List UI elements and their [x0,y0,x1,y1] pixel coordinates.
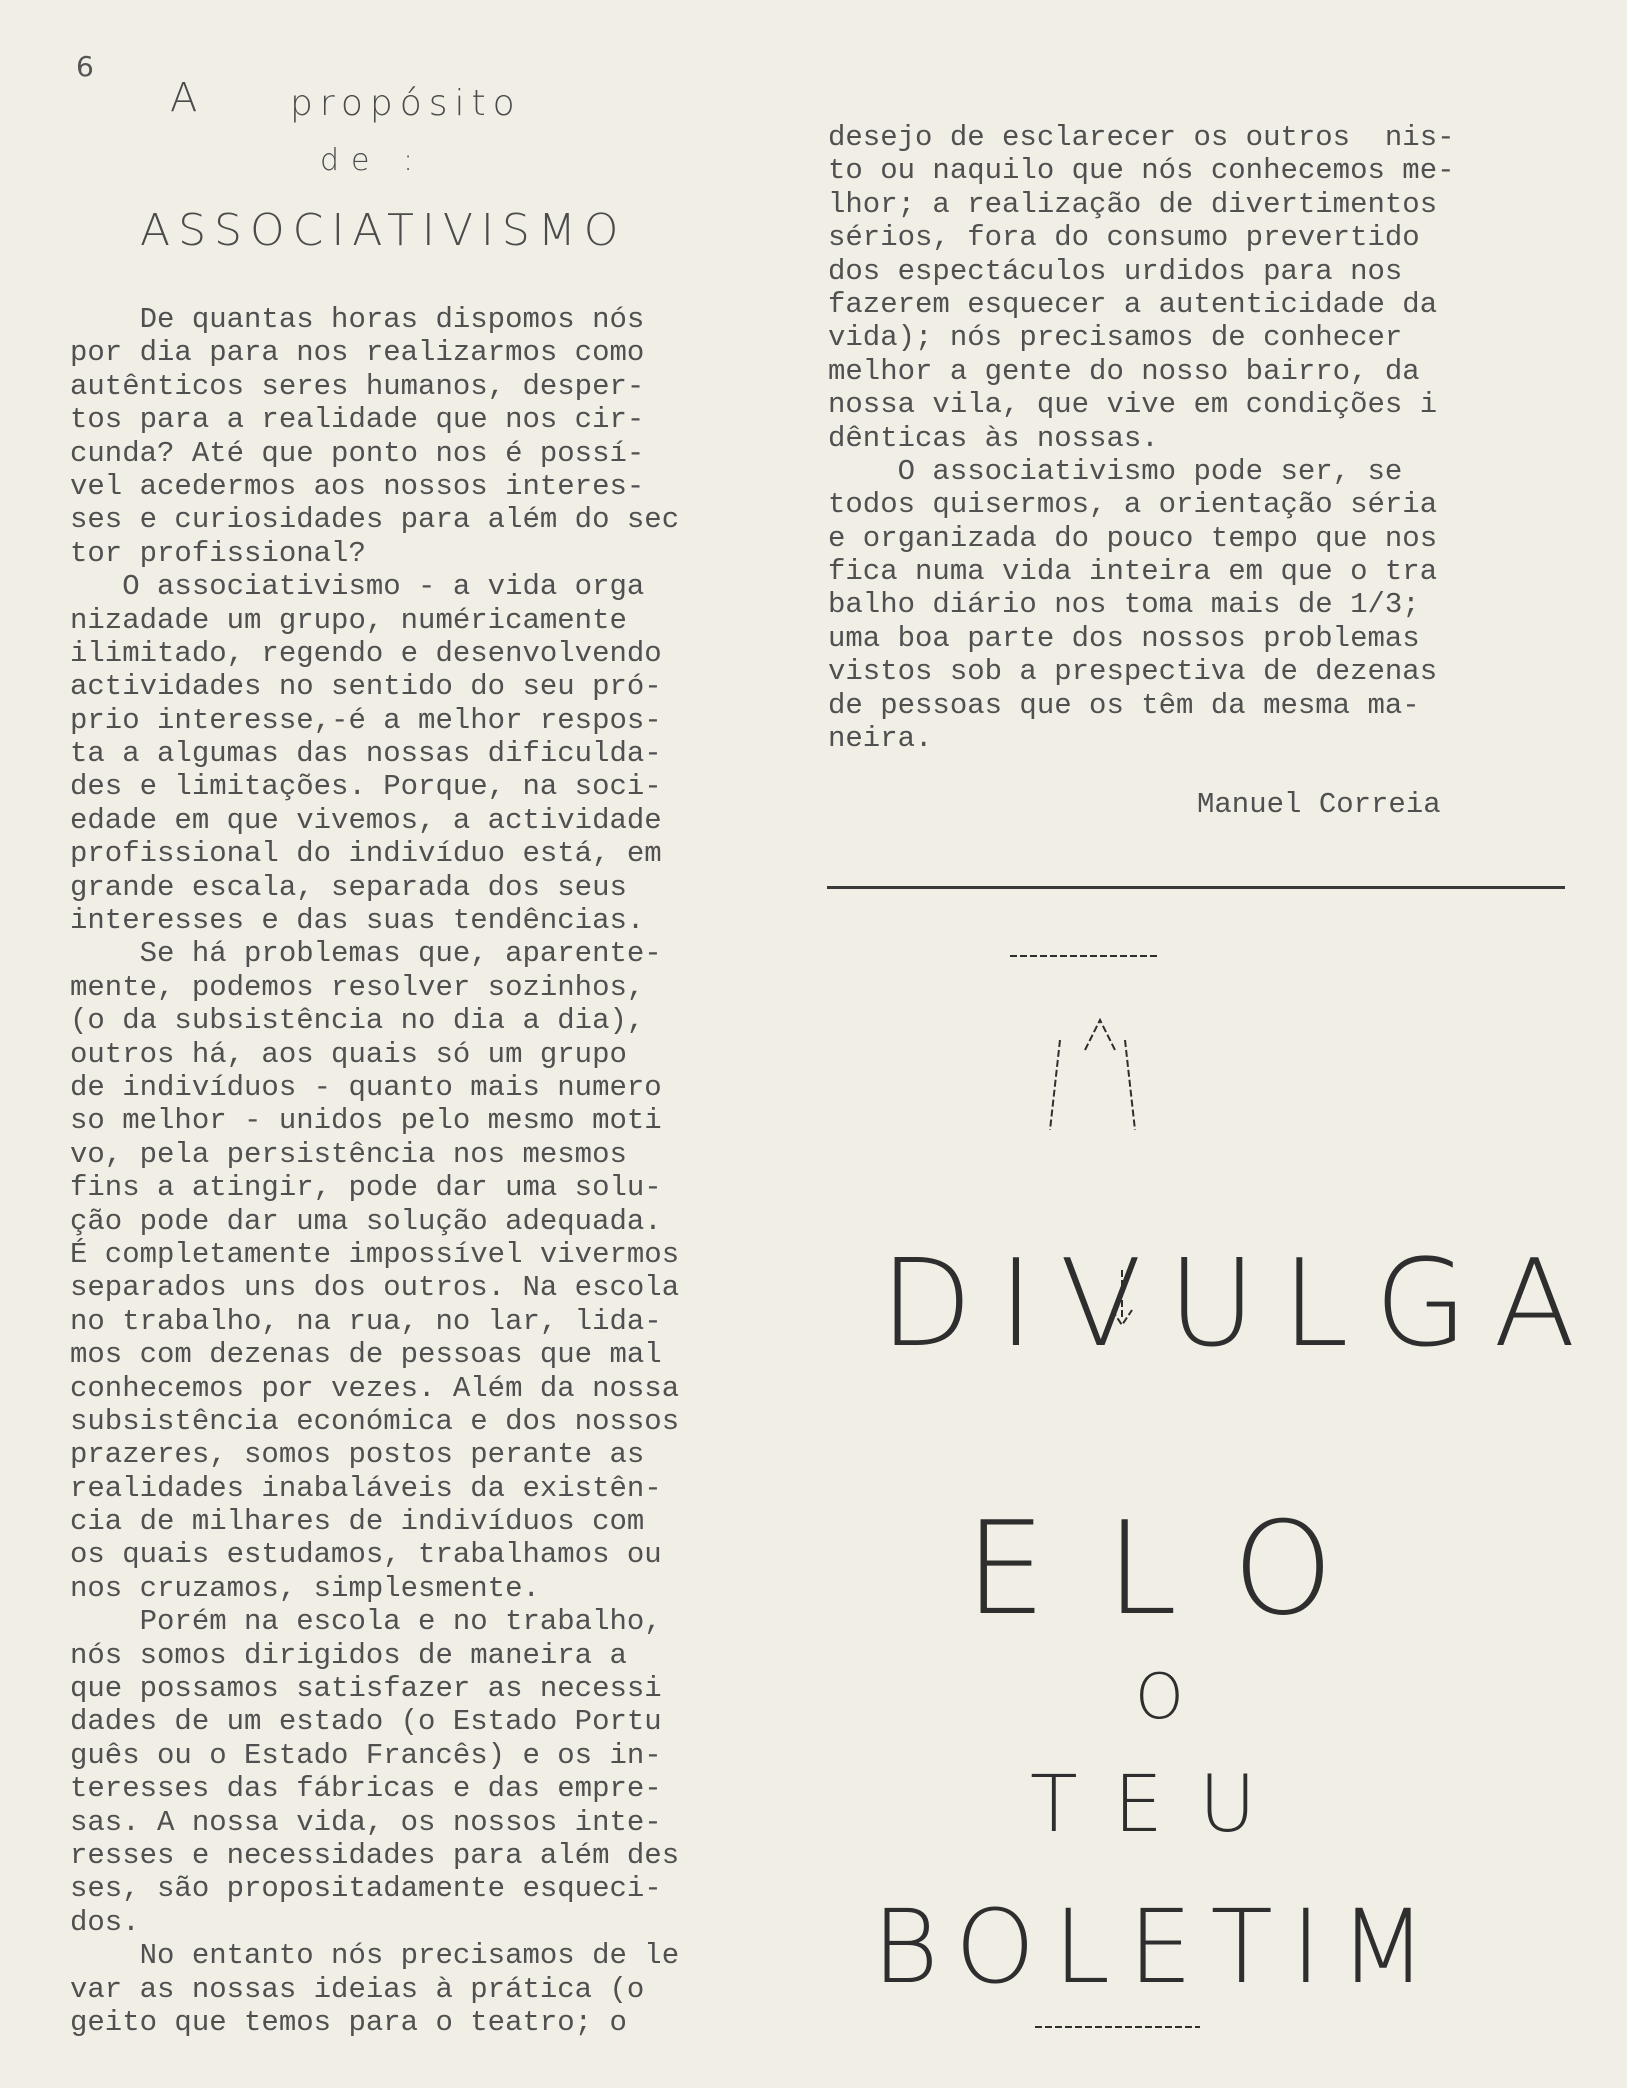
left-column-line: guês ou o Estado Francês) e os in- [70,1738,662,1772]
left-column-line: prio interesse,-é a melhor respos- [70,703,662,737]
handwritten-o: O [1135,1660,1210,1733]
left-column-line: tor profissional? [70,536,366,570]
right-column-line: balho diário nos toma mais de 1/3; [828,588,1420,622]
handwritten-divulga: DIVULGA [880,1235,1602,1374]
left-column-line: so melhor - unidos pelo mesmo moti [70,1104,662,1138]
left-column-line: grande escala, separada dos seus [70,870,627,904]
right-column-line: todos quisermos, a orientação séria [828,488,1438,522]
left-column-line: conhecemos por vezes. Além da nossa [70,1371,680,1405]
page-number: 6 [76,50,94,83]
right-column-line: melhor a gente do nosso bairro, da [828,354,1420,388]
left-column-line: ses, são propositadamente esqueci- [70,1872,662,1906]
left-column-line: geito que temos para o teatro; o [70,2005,627,2039]
left-column-text [70,303,679,2039]
right-column-text [828,121,1455,755]
right-column-line: neira. [828,722,933,756]
left-column-line: dos. [70,1905,140,1939]
accent-mark [1085,1020,1115,1050]
left-column-line: de indivíduos - quanto mais numero [70,1070,662,1104]
left-column-line: ta a algumas das nossas dificulda- [70,737,662,771]
left-column-line: fins a atingir, pode dar uma solu- [70,1171,662,1205]
left-column-line: edade em que vivemos, a actividade [70,803,662,837]
right-column-line: dos espectáculos urdidos para nos [828,254,1403,288]
section-divider [827,886,1565,889]
left-column-line: resses e necessidades para além des [70,1838,680,1872]
handwritten-boletim: BOLETIM [872,1888,1445,2007]
handwritten-teu: TEU [1030,1760,1293,1850]
left-column-line: ção pode dar uma solução adequada. [70,1204,662,1238]
right-column-line: vistos sob a prespectiva de dezenas [828,655,1438,689]
right-column-line: e organizada do pouco tempo que nos [828,521,1438,555]
left-column-line: sas. A nossa vida, os nossos inte- [70,1805,662,1839]
title-word-proposito: propósito [290,83,522,124]
left-column-line: nizadade um grupo, numéricamente [70,603,627,637]
left-column-line: teresses das fábricas e das empre- [70,1772,662,1806]
left-column-line: nós somos dirigidos de maneira a [70,1638,627,1672]
left-column-line: tos para a realidade que nos cir- [70,403,645,437]
left-column-line: os quais estudamos, trabalhamos ou [70,1538,662,1572]
title-word-a: A [170,75,198,121]
right-column-line: nossa vila, que vive em condições i [828,388,1438,422]
left-column-line: prazeres, somos postos perante as [70,1438,645,1472]
title-word-associativismo: ASSOCIATIVISMO [140,205,627,256]
left-column-line: cia de milhares de indivíduos com [70,1505,645,1539]
accent-stroke-left [1050,1040,1060,1130]
left-column-line: separados uns dos outros. Na escola [70,1271,680,1305]
left-column-line: O associativismo - a vida orga [70,570,645,604]
right-column-line: desejo de esclarecer os outros nis- [828,121,1455,154]
left-column-line: De quantas horas dispomos nós [70,303,645,336]
left-column-line: outros há, aos quais só um grupo [70,1037,627,1071]
accent-stroke-right [1125,1040,1135,1130]
author-signature: Manuel Correia [1197,788,1441,821]
handwritten-marks [860,900,1560,2060]
left-column-line: por dia para nos realizarmos como [70,336,645,370]
left-column-line: Se há problemas que, aparente- [70,937,662,971]
left-column-line: Porém na escola e no trabalho, [70,1605,662,1639]
left-column-line: mente, podemos resolver sozinhos, [70,970,645,1004]
handwritten-elo: ELO [965,1495,1394,1644]
left-column-line: mos com dezenas de pessoas que mal [70,1338,662,1372]
left-column-line: no trabalho, na rua, no lar, lida- [70,1304,662,1338]
left-column-line: var as nossas ideias à prática (o [70,1972,645,2006]
right-column-line: dênticas às nossas. [828,421,1159,455]
right-column-line: to ou naquilo que nós conhecemos me- [828,154,1455,188]
title-word-de: de : [320,143,426,178]
left-column-line: vo, pela persistência nos mesmos [70,1137,627,1171]
right-column-line: lhor; a realização de divertimentos [828,187,1438,221]
right-column-line: uma boa parte dos nossos problemas [828,621,1420,655]
left-column-line: realidades inabaláveis da existên- [70,1471,662,1505]
right-column-line: fica numa vida inteira em que o tra [828,555,1438,589]
left-column-line: profissional do indivíduo está, em [70,837,662,871]
left-column-line: No entanto nós precisamos de le [70,1939,680,1973]
left-column-line: subsistência económica e dos nossos [70,1404,680,1438]
left-column-line: que possamos satisfazer as necessi [70,1672,662,1706]
left-column-line: cunda? Até que ponto nos é possí- [70,436,645,470]
left-column-line: ses e curiosidades para além do sec [70,503,680,537]
right-column-line: O associativismo pode ser, se [828,454,1403,488]
left-column-line: ilimitado, regendo e desenvolvendo [70,636,662,670]
left-column-line: des e limitações. Porque, na soci- [70,770,662,804]
left-column-line: dades de um estado (o Estado Portu [70,1705,662,1739]
left-column-line: (o da subsistência no dia a dia), [70,1004,645,1038]
left-column-line: interesses e das suas tendências. [70,904,645,938]
left-column-line: actividades no sentido do seu pró- [70,670,662,704]
right-column-line: fazerem esquecer a autenticidade da [828,287,1438,321]
left-column-line: autênticos seres humanos, desper- [70,369,645,403]
left-column-line: vel acedermos aos nossos interes- [70,469,645,503]
right-column-line: sérios, fora do consumo prevertido [828,221,1420,255]
left-column-line: nos cruzamos, simplesmente. [70,1571,540,1605]
left-column-line: É completamente impossível vivermos [70,1237,680,1271]
right-column-line: de pessoas que os têm da mesma ma- [828,688,1420,722]
right-column-line: vida); nós precisamos de conhecer [828,321,1403,355]
